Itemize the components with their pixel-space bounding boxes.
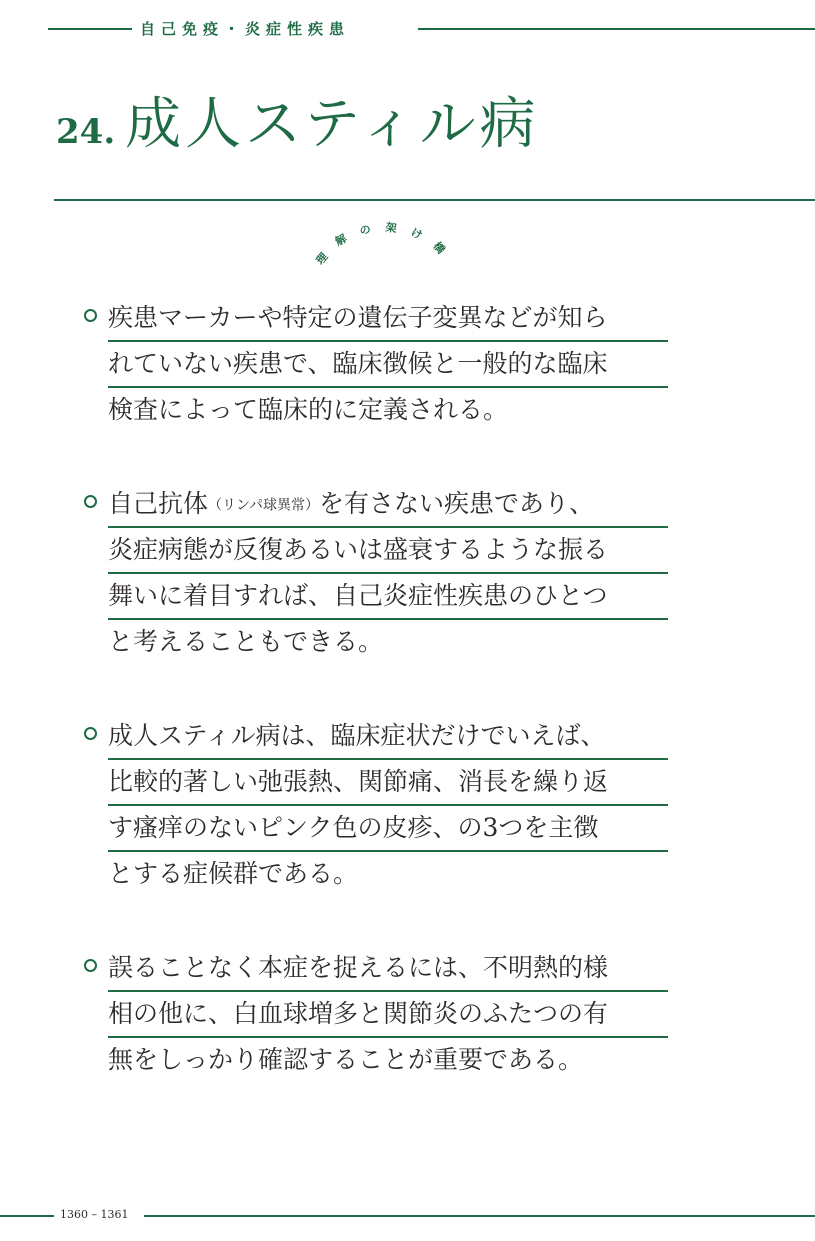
point-line: 無をしっかり確認することが重要である。 [108, 1045, 584, 1074]
point-line-text: 自己抗体 [108, 489, 209, 518]
chapter-title: 成人スティル病 [125, 92, 540, 157]
point-line: 誤ることなく本症を捉えるには、不明熱的様 [108, 946, 668, 992]
key-point-1 [84, 296, 684, 434]
point-line: す瘙痒のないピンク色の皮疹、の3つを主徴 [108, 806, 668, 852]
bullet-circle-icon [84, 959, 97, 972]
point-line: れていない疾患で、臨床徴候と一般的な臨床 [108, 342, 668, 388]
point-line: と考えることもできる。 [108, 627, 384, 656]
bullet-circle-icon [84, 309, 97, 322]
point-line: 疾患マーカーや特定の遺伝子変異などが知ら [108, 296, 668, 342]
footer-rule-left [0, 1215, 54, 1217]
point-line: 検査によって臨床的に定義される。 [108, 395, 509, 424]
page-title [56, 80, 540, 160]
point-line: 炎症病態が反復あるいは盛衰するような振る [108, 528, 668, 574]
bullet-circle-icon [84, 495, 97, 508]
arc-heading-text: 理解の架け橋 [313, 220, 457, 268]
point-line: 相の他に、白血球増多と関節炎のふたつの有 [108, 992, 668, 1038]
title-rule [54, 199, 815, 201]
point-line: 成人スティル病は、臨床症状だけでいえば、 [108, 714, 668, 760]
page-numbers: 1360 – 1361 [60, 1208, 129, 1221]
header-rule-right [418, 28, 815, 30]
point-line: 比較的著しい弛張熱、関節痛、消長を繰り返 [108, 760, 668, 806]
category-label: 自己免疫・炎症性疾患 [140, 20, 351, 38]
key-points [84, 296, 684, 1132]
arc-heading [300, 220, 470, 290]
key-point-2 [84, 482, 684, 666]
chapter-number: 24. [56, 112, 116, 152]
point-line-note: （リンパ球異常） [208, 497, 320, 514]
key-point-4 [84, 946, 684, 1084]
point-line: とする症候群である。 [108, 859, 359, 888]
header-rule-left [48, 28, 132, 30]
key-point-3 [84, 714, 684, 898]
footer-rule-right [144, 1215, 815, 1217]
point-line: 舞いに着目すれば、自己炎症性疾患のひとつ [108, 574, 668, 620]
point-line [108, 482, 668, 528]
point-line-text: を有さない疾患であり、 [319, 489, 595, 518]
bullet-circle-icon [84, 727, 97, 740]
